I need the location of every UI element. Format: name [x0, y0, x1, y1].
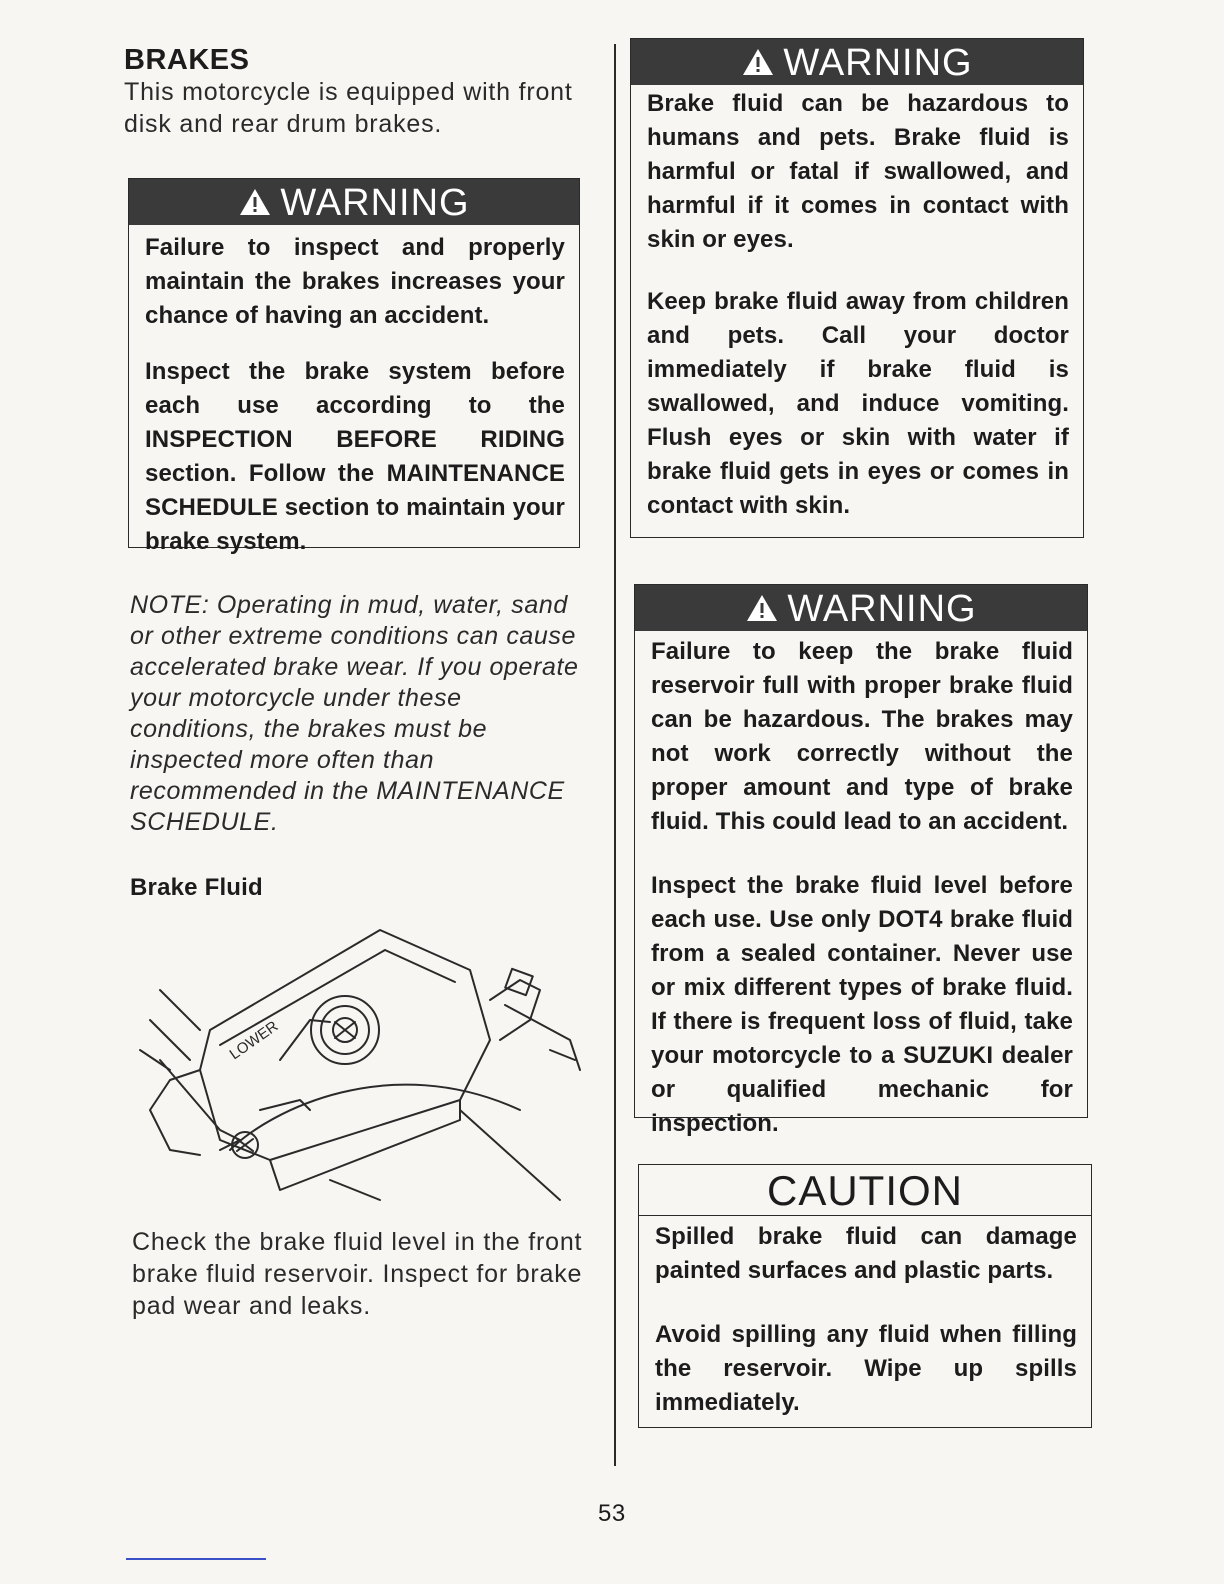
section-title: BRAKES — [124, 44, 250, 76]
caution-box — [638, 1164, 1092, 1428]
page-number: 53 — [598, 1500, 626, 1527]
caution-label: CAUTION — [639, 1165, 1091, 1216]
warning-paragraph: Failure to keep the brake fluid reservoir full with proper brake fluid can be hazardous. The brakes may not work correctly without the proper amount and type of brake fluid. This could lead to an accident. — [651, 638, 1073, 835]
warning-header — [129, 179, 579, 225]
brake-reservoir-illustration — [130, 910, 590, 1210]
intro-text: This motorcycle is equipped with front disk and rear drum brakes. — [124, 78, 573, 138]
lower-mark-label: LOWER — [226, 1017, 282, 1064]
warning-paragraph: Inspect the brake fluid level before each use. Use only DOT4 brake fluid from a sealed container. Never use or mix different types of brake fluid. If there is frequent loss of fluid, take your motorcycle to a SUZUKI dealer or qualified mechanic for inspection. — [651, 872, 1073, 1137]
warning-label: WARNING — [783, 42, 973, 84]
warning-paragraph: Keep brake fluid away from children and pets. Call your doctor immediately if brake fluid is swallowed, and induce vomiting. Flush eyes or skin with water if brake fluid gets in eyes or comes in contact with skin. — [647, 288, 1069, 519]
warning-paragraph: Inspect the brake system before each use according to the INSPECTION BEFORE RIDING section. Follow the MAINTENANCE SCHEDULE section to maintain your brake system. — [145, 358, 565, 555]
warning-label: WARNING — [280, 182, 470, 224]
warning-box-hazard — [630, 38, 1084, 538]
warning-box-inspect — [128, 178, 580, 555]
warning-triangle-icon — [238, 187, 272, 217]
note-text: NOTE: Operating in mud, water, sand or other extreme conditions can cause accelerated brake wear. If you operate your motorcycle under these conditions, the brakes must be inspected more often than recommended in the MAINTENANCE SCHEDULE. — [130, 591, 579, 836]
warning-header — [631, 39, 1083, 85]
warning-paragraph: Brake fluid can be hazardous to humans and pets. Brake fluid is harmful or fatal if swallowed, and harmful if it comes in contact with skin or eyes. — [647, 90, 1069, 253]
brake-fluid-heading: Brake Fluid — [130, 874, 263, 901]
caution-paragraph: Avoid spilling any fluid when filling the reservoir. Wipe up spills immediately. — [655, 1321, 1077, 1416]
warning-header — [635, 585, 1087, 631]
warning-triangle-icon — [745, 593, 779, 623]
check-fluid-text: Check the brake fluid level in the front brake fluid reservoir. Inspect for brake pad wear and leaks. — [132, 1228, 583, 1320]
warning-paragraph: Failure to inspect and properly maintain the brakes increases your chance of having an accident. — [145, 234, 565, 329]
warning-triangle-icon — [741, 47, 775, 77]
caution-paragraph: Spilled brake fluid can damage painted surfaces and plastic parts. — [655, 1223, 1077, 1284]
footer-rule — [126, 1558, 266, 1560]
warning-label: WARNING — [787, 588, 977, 630]
column-divider — [614, 44, 616, 1466]
warning-box-reservoir — [634, 584, 1088, 1137]
